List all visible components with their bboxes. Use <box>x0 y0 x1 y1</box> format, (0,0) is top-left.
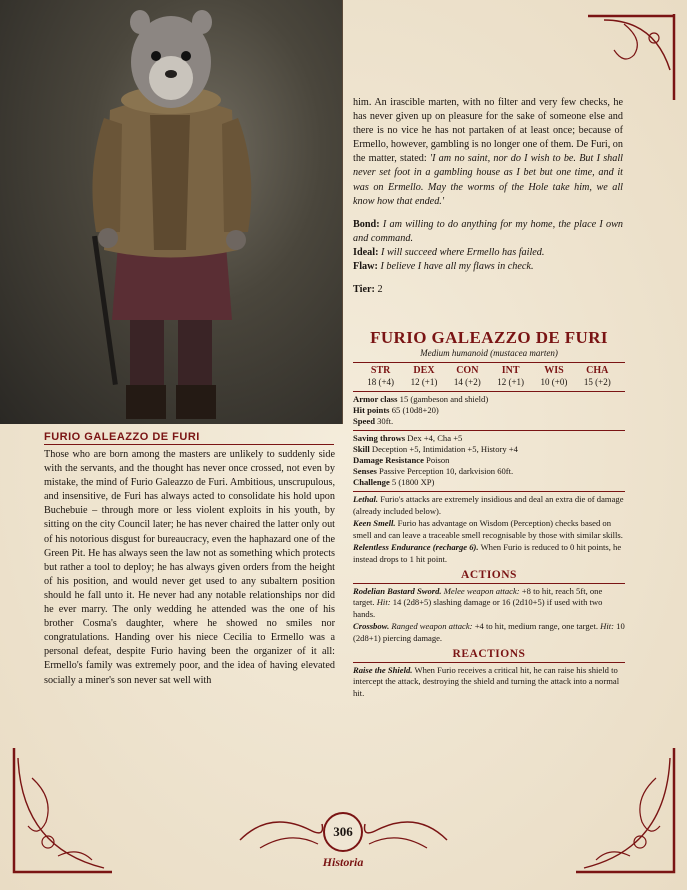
challenge-value: 5 (1800 XP) <box>391 477 435 487</box>
bond-label: Bond: <box>353 218 380 230</box>
continuation-paragraph <box>353 96 623 209</box>
action-entry <box>353 621 625 644</box>
damage-resistance-value: Poison <box>426 455 450 465</box>
reactions-title: REACTIONS <box>353 647 625 663</box>
bond-line <box>353 218 623 246</box>
divider-rule <box>353 391 625 392</box>
right-column-text <box>353 96 623 297</box>
ability-str <box>360 365 402 388</box>
senses-line <box>353 466 625 477</box>
saving-throws-line <box>353 433 625 444</box>
ability-label: CON <box>456 365 479 376</box>
ability-dex <box>403 365 445 388</box>
action-text: +4 to hit, medium range, one target. <box>474 621 598 632</box>
ideal-line <box>353 246 623 260</box>
ornament-corner-top-right-icon <box>584 10 679 105</box>
saving-throws-label: Saving throws <box>353 433 406 443</box>
divider-rule <box>353 491 625 492</box>
lore-heading: FURIO GALEAZZO DE FURI <box>44 431 334 445</box>
reaction-name: Raise the Shield. <box>353 664 413 675</box>
ability-wis <box>533 365 575 388</box>
damage-resistance-label: Damage Resistance <box>353 455 424 465</box>
column-divider <box>342 0 343 424</box>
divider-rule <box>353 430 625 431</box>
ability-label: INT <box>501 365 520 376</box>
senses-label: Senses <box>353 466 377 476</box>
reaction-entry <box>353 665 625 700</box>
ability-value: 12 (+1) <box>410 377 438 387</box>
action-text: +8 to hit, reach 5ft, one target. <box>353 585 603 608</box>
action-name: Rodelian Bastard Sword. <box>353 585 442 596</box>
saving-throws-value: Dex +4, Cha +5 <box>407 433 463 443</box>
page-number: 306 <box>323 812 363 852</box>
ability-label: STR <box>370 365 391 376</box>
action-hit: 14 (2d8+5) slashing damage or 16 (2d10+5) if used with two hands. <box>353 597 603 619</box>
trait-name: Relentless Endurance (recharge 6). <box>353 542 479 553</box>
character-illustration <box>0 0 343 424</box>
ability-value: 10 (+0) <box>540 377 568 387</box>
action-name: Crossbow. <box>353 621 390 632</box>
stat-block <box>353 328 625 700</box>
skill-value: Deception +5, Intimidation +5, History +4 <box>371 444 518 454</box>
flaw-line <box>353 260 623 274</box>
ability-value: 18 (+4) <box>367 377 395 387</box>
ability-label: WIS <box>544 365 564 376</box>
hit-points-value: 65 (10d8+20) <box>391 405 439 415</box>
ideal-text: I will succeed where Ermello has failed. <box>381 246 545 258</box>
continuation-quote: 'I am no saint, nor do I wish to be. But I shall never set foot in a gambling house as I bet but one time, and it was on Ermello. May the worms of the Hole take him, we all know how that ended.' <box>353 153 624 207</box>
speed-line <box>353 416 625 427</box>
armor-class-line <box>353 394 625 405</box>
ideal-label: Ideal: <box>353 246 379 258</box>
tier-line <box>353 283 623 297</box>
action-hit: 10 (2d8+1) piercing damage. <box>353 621 625 643</box>
hit-points-label: Hit points <box>353 405 390 415</box>
ability-value: 12 (+1) <box>497 377 525 387</box>
hit-points-line <box>353 405 625 416</box>
special-trait <box>353 542 625 565</box>
actions-title: ACTIONS <box>353 568 625 584</box>
challenge-line <box>353 477 625 488</box>
ornament-corner-bottom-left-icon <box>8 738 118 878</box>
ability-con <box>446 365 488 388</box>
marten-figure-image <box>0 0 343 424</box>
ability-label: DEX <box>413 365 435 376</box>
trait-name: Keen Smell. <box>353 518 396 529</box>
flaw-label: Flaw: <box>353 261 378 273</box>
speed-value: 30ft. <box>377 416 394 426</box>
ability-value: 15 (+2) <box>583 377 611 387</box>
armor-class-label: Armor class <box>353 394 398 404</box>
tier-value: 2 <box>377 284 383 296</box>
action-type: Ranged weapon attack: <box>391 621 473 632</box>
ability-int <box>490 365 532 388</box>
trait-text: Furio has advantage on Wisdom (Perception) checks based on smell and can leave a traceable smell recognisable by those with similar skills. <box>353 518 623 540</box>
ability-value: 14 (+2) <box>453 377 481 387</box>
ability-scores <box>353 365 625 388</box>
trait-text: Furio's attacks are extremely insidious and deal an extra die of damage (already included below). <box>353 494 624 516</box>
damage-resistance-line <box>353 455 625 466</box>
ornament-corner-bottom-right-icon <box>570 738 680 878</box>
action-type: Melee weapon attack: <box>443 585 520 596</box>
footer-logo: Historia <box>322 855 364 869</box>
trait-name: Lethal. <box>353 494 379 504</box>
action-entry <box>353 586 625 621</box>
special-trait <box>353 494 625 517</box>
ability-cha <box>576 365 618 388</box>
special-trait <box>353 518 625 541</box>
action-hit-label: Hit: <box>600 621 614 632</box>
reaction-text: When Furio receives a critical hit, he can raise his shield to intercept the attack, destroying the shield and turning the attack into a normal hit. <box>353 664 620 698</box>
divider-rule <box>353 362 625 363</box>
senses-value: Passive Perception 10, darkvision 60ft. <box>379 466 514 476</box>
ability-label: CHA <box>586 365 609 376</box>
statblock-name: FURIO GALEAZZO DE FURI <box>370 328 608 347</box>
trait-text: When Furio is reduced to 0 hit points, he instead drops to 1 hit point. <box>353 542 622 564</box>
skill-label: Skill <box>353 444 370 454</box>
action-hit-label: Hit: <box>376 597 391 608</box>
armor-class-value: 15 (gambeson and shield) <box>399 394 489 404</box>
continuation-text: him. An irascible marten, with no filter and very few checks, he has never given up on pleasure for the sake of someone else and there is no vice he has not partaken of at least once; because of Ermello, however, gambling is no longer one of them. De Furi, on the matter, stated: <box>353 97 623 165</box>
challenge-label: Challenge <box>353 477 390 487</box>
skill-line <box>353 444 625 455</box>
bond-text: I am willing to do anything for my home, the place I own and command. <box>353 218 623 244</box>
statblock-type: Medium humanoid (mustacea marten) <box>420 348 558 358</box>
tier-label: Tier: <box>353 284 375 296</box>
speed-label: Speed <box>353 416 375 426</box>
lore-paragraph: Those who are born among the masters are unlikely to suddenly side with the servants, and the thought has never once crossed, not even by mistake, the mind of Furio Galeazzo de Furi. Ambitious, unscrupulous, and insensitive, de Furi has always acted to consolidate his hold upon Buchebuie – through more or less violent exploits in his youth, by sitting on the city Council later; he has never chaired the latter only out of his notorious disgust for bureaucracy, even the haphazard one of the Green Pit. He has always seen the law not as something which protects but rather a tool to deploy; he has always given orders from the height of his position, and would never get used to any subaltern position should he fall unto it. He never had any notable relationships nor did he ever marry. The only wedding he attended was the one of his brother Cosma's daughter, where he showed no smiles nor congratulations. Handing over his niece Cecilia to Ermello was a personal defeat, despite Furio having been the organizer of it all: Ermello's family was extremely poor, and the idea of having elevated socially a miner's son never sat well with <box>44 449 335 686</box>
flaw-text: I believe I have all my flaws in check. <box>380 261 534 273</box>
